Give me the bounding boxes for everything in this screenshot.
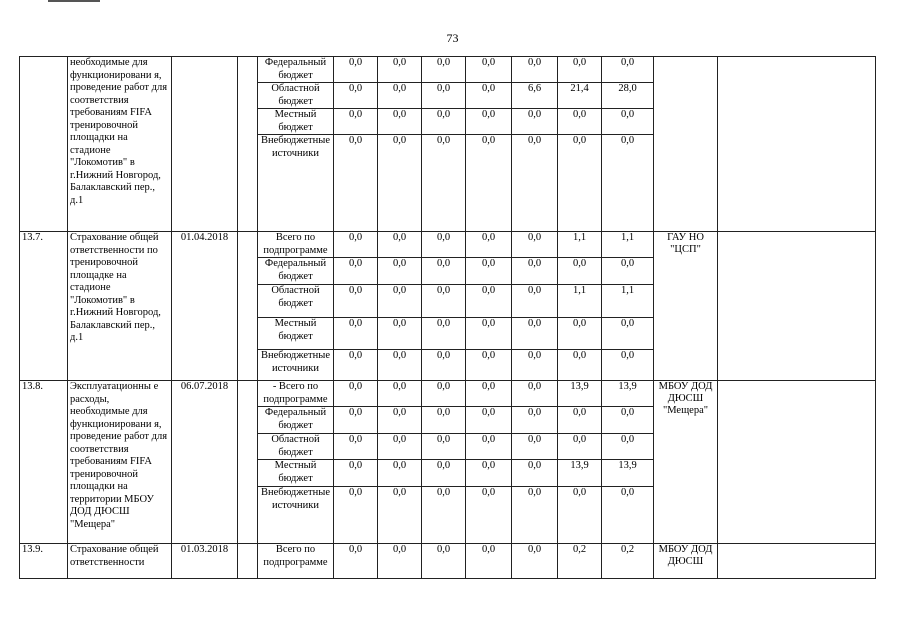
funding-source	[258, 544, 334, 579]
value-cell: 0,0	[558, 135, 602, 232]
item-description: необходимые для функционировани я, проведение работ для соответствия требованиям FIFA тренировочной площадки на стадионе "Локомотив" в г.Нижний Новгород, Балаклавский пер., д.1	[68, 57, 172, 232]
value-cell: 0,0	[334, 135, 378, 232]
value-cell: 0,2	[602, 544, 654, 579]
value-cell: 21,4	[558, 83, 602, 109]
executor	[654, 57, 718, 232]
funding-source-label: Областной бюджет	[271, 285, 320, 309]
item-description: Страхование общей ответственности по тренировочной площадке на стадионе "Локомотив" в г.Нижний Новгород, Балаклавский пер., д.1	[68, 232, 172, 381]
funding-source	[258, 258, 334, 285]
value-cell: 0,0	[334, 109, 378, 135]
value-cell: 0,0	[558, 109, 602, 135]
value-cell: 0,0	[558, 258, 602, 285]
value-cell: 13,9	[558, 381, 602, 407]
value-cell: 0,0	[422, 57, 466, 83]
value-cell: 0,0	[512, 318, 558, 350]
value-cell: 0,0	[378, 109, 422, 135]
value-cell: 0,0	[466, 135, 512, 232]
item-code: 13.8.	[20, 381, 68, 544]
value-cell: 0,0	[466, 57, 512, 83]
value-cell: 0,0	[422, 460, 466, 487]
funding-source	[258, 350, 334, 381]
funding-source-label: Федеральный бюджет	[264, 407, 327, 431]
corner-mark	[48, 0, 100, 2]
funding-source-label: Областной бюджет	[271, 434, 320, 458]
value-cell: 0,0	[378, 487, 422, 544]
notes-column	[718, 57, 876, 232]
funding-source-label: Всего по подпрограмме	[263, 544, 328, 568]
value-cell: 0,0	[378, 407, 422, 434]
value-cell: 0,0	[422, 232, 466, 258]
blank-column	[238, 544, 258, 579]
value-cell: 0,0	[334, 544, 378, 579]
blank-column	[238, 57, 258, 232]
item-code: 13.9.	[20, 544, 68, 579]
value-cell: 0,0	[466, 407, 512, 434]
item-description: Эксплуатационны е расходы, необходимые для функционировани я, проведение работ для соответствия требованиям FIFA тренировочной площадки на территории МБОУ ДОД ДЮСШ "Мещера"	[68, 381, 172, 544]
value-cell: 0,0	[422, 434, 466, 460]
funding-source	[258, 434, 334, 460]
value-cell: 0,0	[512, 57, 558, 83]
funding-source	[258, 318, 334, 350]
value-cell: 0,0	[334, 318, 378, 350]
value-cell: 0,0	[466, 544, 512, 579]
funding-source	[258, 83, 334, 109]
value-cell: 0,0	[512, 350, 558, 381]
funding-source-label: Всего по подпрограмме	[263, 232, 328, 256]
funding-source-label: Местный бюджет	[274, 460, 317, 484]
value-cell: 0,0	[466, 318, 512, 350]
budget-table	[19, 56, 876, 579]
value-cell: 0,0	[422, 381, 466, 407]
value-cell: 0,0	[378, 232, 422, 258]
table-row	[20, 381, 876, 407]
value-cell: 0,0	[422, 544, 466, 579]
funding-source-label: Внебюджетные источники	[261, 487, 330, 511]
funding-source-label: Внебюджетные источники	[261, 135, 330, 159]
value-cell: 0,0	[602, 109, 654, 135]
value-cell: 0,0	[466, 285, 512, 318]
value-cell: 0,0	[558, 318, 602, 350]
page-number: 73	[446, 31, 459, 45]
value-cell: 0,0	[558, 407, 602, 434]
value-cell: 0,2	[558, 544, 602, 579]
value-cell: 0,0	[378, 285, 422, 318]
value-cell: 0,0	[466, 381, 512, 407]
value-cell: 0,0	[466, 434, 512, 460]
notes-column	[718, 544, 876, 579]
value-cell: 1,1	[602, 285, 654, 318]
funding-source-label: - Всего по подпрограмме	[263, 381, 328, 405]
value-cell: 0,0	[512, 487, 558, 544]
value-cell: 0,0	[334, 460, 378, 487]
executor: МБОУ ДОД ДЮСШ "Мещера"	[654, 381, 718, 544]
value-cell: 0,0	[602, 350, 654, 381]
value-cell: 0,0	[422, 487, 466, 544]
value-cell: 0,0	[378, 381, 422, 407]
value-cell: 0,0	[512, 258, 558, 285]
value-cell: 0,0	[334, 83, 378, 109]
table-row	[20, 544, 876, 579]
funding-source	[258, 135, 334, 232]
value-cell: 0,0	[334, 258, 378, 285]
funding-source	[258, 487, 334, 544]
item-code	[20, 57, 68, 232]
funding-source-label: Местный бюджет	[274, 318, 317, 342]
blank-column	[238, 232, 258, 381]
value-cell: 0,0	[602, 258, 654, 285]
value-cell: 0,0	[422, 285, 466, 318]
value-cell: 6,6	[512, 83, 558, 109]
value-cell: 0,0	[378, 434, 422, 460]
value-cell: 0,0	[602, 407, 654, 434]
value-cell: 0,0	[334, 407, 378, 434]
value-cell: 13,9	[602, 381, 654, 407]
value-cell: 0,0	[378, 258, 422, 285]
value-cell: 0,0	[466, 258, 512, 285]
value-cell: 0,0	[602, 318, 654, 350]
funding-source	[258, 460, 334, 487]
funding-source-label: Внебюджетные источники	[261, 350, 330, 374]
value-cell: 0,0	[422, 407, 466, 434]
funding-source-label: Областной бюджет	[271, 83, 320, 107]
value-cell: 0,0	[466, 487, 512, 544]
value-cell: 0,0	[334, 57, 378, 83]
value-cell: 0,0	[334, 487, 378, 544]
value-cell: 1,1	[602, 232, 654, 258]
value-cell: 0,0	[422, 109, 466, 135]
funding-source-label: Федеральный бюджет	[264, 57, 327, 81]
value-cell: 0,0	[466, 350, 512, 381]
value-cell: 0,0	[466, 460, 512, 487]
value-cell: 0,0	[512, 407, 558, 434]
value-cell: 0,0	[602, 135, 654, 232]
funding-source-label: Федеральный бюджет	[264, 258, 327, 282]
value-cell: 0,0	[422, 258, 466, 285]
value-cell: 0,0	[558, 434, 602, 460]
value-cell: 0,0	[512, 544, 558, 579]
value-cell: 0,0	[422, 318, 466, 350]
funding-source-label: Местный бюджет	[274, 109, 317, 133]
value-cell: 28,0	[602, 83, 654, 109]
value-cell: 0,0	[512, 434, 558, 460]
value-cell: 0,0	[378, 83, 422, 109]
value-cell: 0,0	[466, 109, 512, 135]
value-cell: 0,0	[512, 381, 558, 407]
value-cell: 0,0	[558, 487, 602, 544]
value-cell: 0,0	[466, 232, 512, 258]
value-cell: 0,0	[334, 381, 378, 407]
funding-source	[258, 109, 334, 135]
value-cell: 0,0	[422, 83, 466, 109]
item-code: 13.7.	[20, 232, 68, 381]
value-cell: 0,0	[512, 232, 558, 258]
value-cell: 0,0	[422, 135, 466, 232]
funding-source	[258, 381, 334, 407]
funding-source	[258, 285, 334, 318]
value-cell: 0,0	[378, 544, 422, 579]
value-cell: 1,1	[558, 232, 602, 258]
value-cell: 0,0	[378, 350, 422, 381]
executor: МБОУ ДОД ДЮСШ	[654, 544, 718, 579]
value-cell: 0,0	[466, 83, 512, 109]
value-cell: 0,0	[334, 434, 378, 460]
item-description: Страхование общей ответственности	[68, 544, 172, 579]
value-cell: 0,0	[512, 135, 558, 232]
executor: ГАУ НО "ЦСП"	[654, 232, 718, 381]
value-cell: 13,9	[558, 460, 602, 487]
value-cell: 0,0	[512, 460, 558, 487]
value-cell: 0,0	[334, 350, 378, 381]
value-cell: 0,0	[602, 434, 654, 460]
value-cell: 0,0	[558, 350, 602, 381]
table-row	[20, 232, 876, 258]
value-cell: 0,0	[378, 57, 422, 83]
value-cell: 0,0	[558, 57, 602, 83]
funding-source	[258, 57, 334, 83]
item-date	[172, 57, 238, 232]
value-cell: 0,0	[422, 350, 466, 381]
notes-column	[718, 381, 876, 544]
blank-column	[238, 381, 258, 544]
value-cell: 1,1	[558, 285, 602, 318]
value-cell: 0,0	[334, 232, 378, 258]
item-date: 01.03.2018	[172, 544, 238, 579]
value-cell: 0,0	[378, 318, 422, 350]
value-cell: 0,0	[378, 460, 422, 487]
item-date: 06.07.2018	[172, 381, 238, 544]
value-cell: 0,0	[512, 285, 558, 318]
value-cell: 0,0	[378, 135, 422, 232]
value-cell: 0,0	[602, 57, 654, 83]
funding-source	[258, 232, 334, 258]
value-cell: 0,0	[512, 109, 558, 135]
notes-column	[718, 232, 876, 381]
table-row	[20, 57, 876, 83]
value-cell: 0,0	[602, 487, 654, 544]
value-cell: 13,9	[602, 460, 654, 487]
funding-source	[258, 407, 334, 434]
item-date: 01.04.2018	[172, 232, 238, 381]
value-cell: 0,0	[334, 285, 378, 318]
